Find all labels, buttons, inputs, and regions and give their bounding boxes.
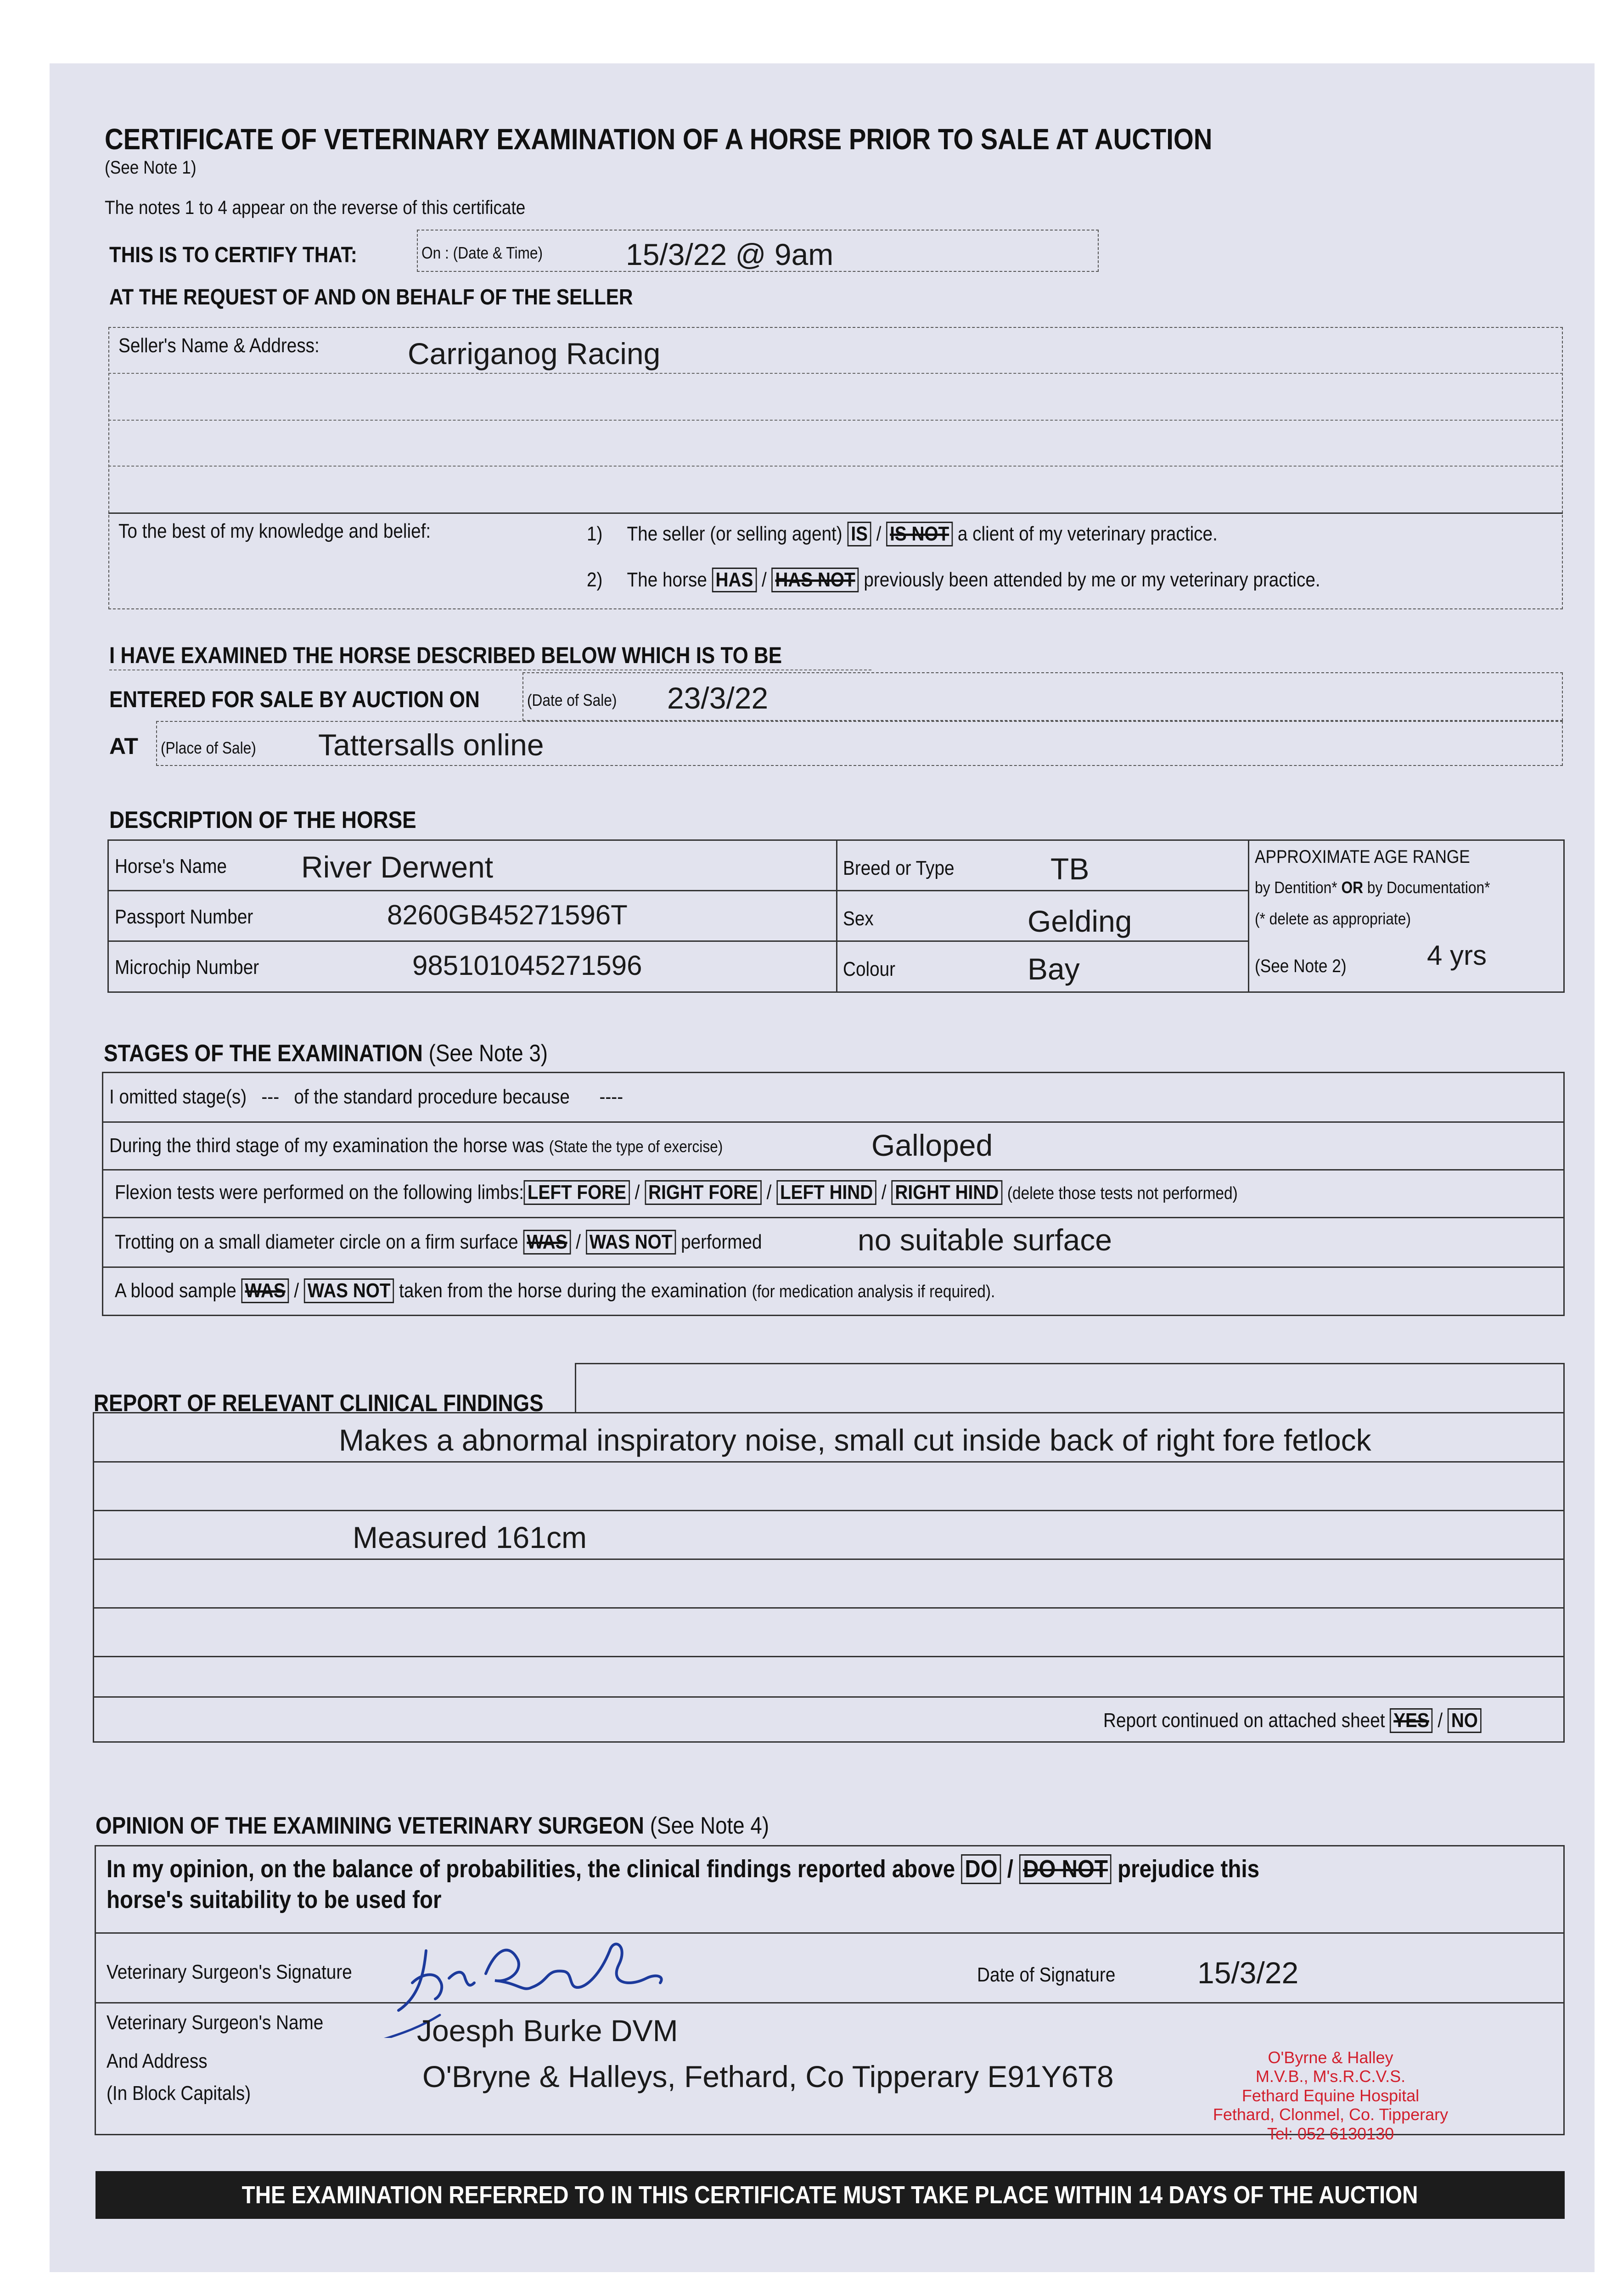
report-line-1 xyxy=(93,1461,1565,1463)
report-heading: REPORT OF RELEVANT CLINICAL FINDINGS xyxy=(94,1390,544,1417)
certify-label: THIS IS TO CERTIFY THAT: xyxy=(109,243,357,267)
seller-name-value: Carriganog Racing xyxy=(408,337,661,371)
footer-banner: THE EXAMINATION REFERRED TO IN THIS CERTIFICATE MUST TAKE PLACE WITHIN 14 DAYS OF THE AUCTION xyxy=(95,2171,1565,2219)
trotting-row: Trotting on a small diameter circle on a firm surface WAS / WAS NOT performed xyxy=(115,1230,850,1255)
address-label: And Address xyxy=(107,2050,208,2072)
trotting-was-option[interactable]: WAS xyxy=(523,1230,571,1255)
age-delete-note: (* delete as appropriate) xyxy=(1255,909,1411,928)
report-finding-1: Makes a abnormal inspiratory noise, small cut inside back of right fore fetlock xyxy=(339,1423,1371,1457)
examined-line: I HAVE EXAMINED THE HORSE DESCRIBED BELOW WHICH IS TO BE xyxy=(109,642,782,668)
desc-row-divider-2 xyxy=(107,940,1249,942)
seller-line-3 xyxy=(108,466,1563,467)
signature-label: Veterinary Surgeon's Signature xyxy=(107,1961,352,1983)
do-option[interactable]: DO xyxy=(961,1854,1001,1884)
continued-no-option[interactable]: NO xyxy=(1448,1708,1482,1733)
surgeon-address-value: O'Bryne & Halleys, Fethard, Co Tipperary E91Y6T8 xyxy=(422,2060,1114,2093)
desc-col-divider-2 xyxy=(1248,839,1249,993)
statement-2: 2) The horse HAS / HAS NOT previously been attended by me or my veterinary practice. xyxy=(587,568,1421,592)
date-of-signature-value: 15/3/22 xyxy=(1197,1956,1299,1990)
report-finding-2: Measured 161cm xyxy=(353,1520,587,1554)
certificate-title: CERTIFICATE OF VETERINARY EXAMINATION OF A HORSE PRIOR TO SALE AT AUCTION xyxy=(105,123,1213,156)
block-capitals-label: (In Block Capitals) xyxy=(107,2082,251,2105)
omitted-row: I omitted stage(s) --- of the standard procedure because ---- xyxy=(109,1086,623,1108)
breed-value: TB xyxy=(1050,852,1089,886)
place-label: (Place of Sale) xyxy=(161,738,256,757)
report-continued: Report continued on attached sheet YES / NO xyxy=(1103,1708,1533,1733)
notes-line: The notes 1 to 4 appear on the reverse of this certificate xyxy=(105,197,526,218)
entered-line: ENTERED FOR SALE BY AUCTION ON xyxy=(109,687,480,712)
stages-heading: STAGES OF THE EXAMINATION (See Note 3) xyxy=(104,1040,548,1067)
surgeon-name-label: Veterinary Surgeon's Name xyxy=(107,2011,324,2034)
seller-line-2 xyxy=(108,420,1563,421)
report-line-2 xyxy=(93,1510,1565,1511)
has-not-option[interactable]: HAS NOT xyxy=(772,568,859,592)
at-label: AT xyxy=(109,733,138,759)
microchip-value: 985101045271596 xyxy=(412,950,642,981)
on-date-label: On : (Date & Time) xyxy=(421,243,543,262)
desc-col-divider-1 xyxy=(836,839,837,993)
seller-name-label: Seller's Name & Address: xyxy=(118,334,320,357)
sale-date-value: 23/3/22 xyxy=(667,681,769,715)
colour-label: Colour xyxy=(843,958,896,980)
left-fore-option[interactable]: LEFT FORE xyxy=(524,1180,630,1205)
blood-was-not-option[interactable]: WAS NOT xyxy=(304,1278,394,1303)
passport-label: Passport Number xyxy=(115,906,253,928)
third-stage-value: Galloped xyxy=(871,1128,993,1162)
belief-label: To the best of my knowledge and belief: xyxy=(118,520,431,542)
statement-1: 1) The seller (or selling agent) IS / IS NOT a client of my veterinary practice. xyxy=(587,522,1303,546)
do-not-option[interactable]: DO NOT xyxy=(1019,1854,1112,1884)
is-option[interactable]: IS xyxy=(847,522,871,546)
report-line-4 xyxy=(93,1607,1565,1609)
practice-stamp: O'Byrne & Halley M.V.B., M's.R.C.V.S. Fethard Equine Hospital Fethard, Clonmel, Co. Tipperary Tel: 052 6130130 xyxy=(1213,2048,1449,2143)
trotting-was-not-option[interactable]: WAS NOT xyxy=(586,1230,676,1255)
third-stage-row: During the third stage of my examination the horse was (State the type of exercise) xyxy=(109,1134,723,1157)
age-by: by Dentition* OR by Documentation* xyxy=(1255,878,1490,897)
seller-divider xyxy=(108,512,1563,514)
opinion-text-line-1: In my opinion, on the balance of probabilities, the clinical findings reported above DO / DO NOT prejudice this xyxy=(107,1854,1416,1884)
age-see-note-2: (See Note 2) xyxy=(1255,956,1347,976)
sex-label: Sex xyxy=(843,907,874,930)
opinion-divider-2 xyxy=(95,2002,1565,2003)
seller-box xyxy=(108,327,1563,609)
report-line-5 xyxy=(93,1656,1565,1657)
stages-row-4 xyxy=(102,1266,1565,1268)
surgeon-name-value: Joesph Burke DVM xyxy=(417,2014,678,2048)
place-value: Tattersalls online xyxy=(318,728,544,762)
seller-line-1 xyxy=(108,373,1563,374)
breed-label: Breed or Type xyxy=(843,857,955,879)
right-hind-option[interactable]: RIGHT HIND xyxy=(891,1180,1002,1205)
horse-name-label: Horse's Name xyxy=(115,855,227,878)
opinion-text-line-2: horse's suitability to be used for xyxy=(107,1886,442,1913)
opinion-heading: OPINION OF THE EXAMINING VETERINARY SURGEON (See Note 4) xyxy=(95,1812,769,1839)
sex-value: Gelding xyxy=(1028,904,1132,938)
desc-row-divider-1 xyxy=(107,890,1249,891)
flexion-row: Flexion tests were performed on the following limbs: LEFT FORE / RIGHT FORE / LEFT HIND / RIGHT HIND (delete those tests not performed) xyxy=(115,1180,1391,1205)
see-note-1: (See Note 1) xyxy=(105,158,197,178)
sale-date-label: (Date of Sale) xyxy=(527,691,617,709)
horse-name-value: River Derwent xyxy=(301,850,494,884)
stages-row-2 xyxy=(102,1169,1565,1171)
description-heading: DESCRIPTION OF THE HORSE xyxy=(109,807,416,833)
date-of-signature-label: Date of Signature xyxy=(977,1964,1116,1986)
report-line-3 xyxy=(93,1559,1565,1560)
stages-row-1 xyxy=(102,1121,1565,1123)
blood-was-option[interactable]: WAS xyxy=(241,1278,289,1303)
on-date-value: 15/3/22 @ 9am xyxy=(626,237,834,271)
age-value: 4 yrs xyxy=(1427,940,1487,971)
microchip-label: Microchip Number xyxy=(115,956,259,979)
request-line: AT THE REQUEST OF AND ON BEHALF OF THE SELLER xyxy=(109,285,633,310)
passport-value: 8260GB45271596T xyxy=(387,900,628,930)
is-not-option[interactable]: IS NOT xyxy=(886,522,953,546)
report-line-6 xyxy=(93,1696,1565,1698)
stages-row-3 xyxy=(102,1217,1565,1218)
opinion-divider-1 xyxy=(95,1932,1565,1934)
left-hind-option[interactable]: LEFT HIND xyxy=(776,1180,876,1205)
right-fore-option[interactable]: RIGHT FORE xyxy=(645,1180,762,1205)
colour-value: Bay xyxy=(1028,952,1080,986)
has-option[interactable]: HAS xyxy=(712,568,757,592)
age-heading: APPROXIMATE AGE RANGE xyxy=(1255,847,1470,867)
certificate-sheet xyxy=(50,63,1595,2272)
report-heading-box xyxy=(575,1363,1565,1413)
continued-yes-option[interactable]: YES xyxy=(1390,1708,1432,1733)
trotting-value: no suitable surface xyxy=(858,1223,1112,1257)
blood-row: A blood sample WAS / WAS NOT taken from the horse during the examination (for medication analysis if required). xyxy=(115,1278,1115,1303)
